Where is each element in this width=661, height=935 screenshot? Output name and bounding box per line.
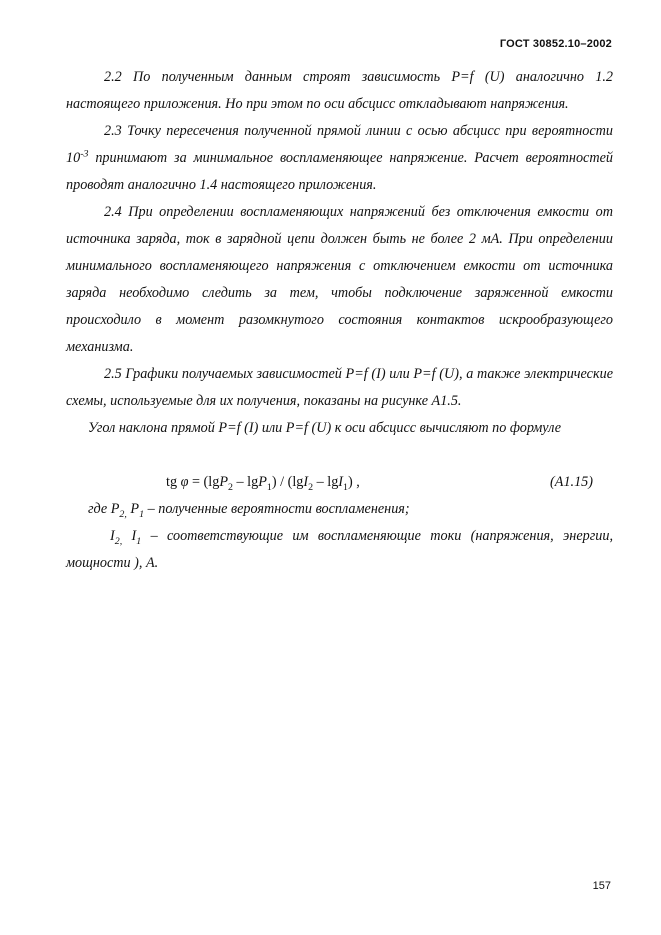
definition-p2-sub: 2, [119,508,127,520]
document-body [66,64,613,577]
paragraph-2-3-text-end: принимают за минимальное воспламеняющее напряжение. Расчет вероятностей проводят аналогично 1.4 настоящего приложения. [66,150,613,193]
definition-p1-sub: 1 [139,508,145,520]
page-number: 157 [592,880,611,892]
formula-eq: = (lg [188,474,220,490]
formula-p1-sub: 1 [266,481,272,493]
formula-p2: P [219,474,228,490]
definition-p2: P [110,501,120,517]
formula-mid: ) / (lg [271,474,304,490]
formula-i2-sub: 2 [308,481,314,493]
definition-i-text: – соответствующие им воспламеняющие токи (напряжения, энергии, мощности ), А. [66,528,613,571]
paragraph-2-3-text-start: 2.3 Точку пересечения полученной прямой линии с осью абсцисс при вероятности 10 [66,123,613,166]
paragraph-2-5: 2.5 Графики получаемых зависимостей P=f (I) или P=f (U), а также электрические схемы, используемые для их получения, показаны на рисунке А1.5. [66,366,613,409]
formula-a1-15 [66,469,613,496]
paragraph-2-3 [66,118,613,199]
formula-expression [166,469,360,496]
formula-p1: P [258,474,267,490]
definition-p [66,496,613,523]
formula-i1: I [338,474,344,490]
definition-i1: I [122,528,137,544]
angle-paragraph: Угол наклона прямой P=f (I) или P=f (U) к оси абсцисс вычисляют по формуле [88,420,562,436]
definition-p-text: – полученные вероятности воспламенения; [144,501,410,517]
paragraph-2-4: 2.4 При определении воспламеняющих напряжений без отключения емкости от источника заряда, ток в зарядной цепи должен быть не более 2 мА. При определении минимального воспламеняющего напряжения с отключением емкости от источника заряда необходимо следить за тем, чтобы подключение заряженной емкости происходило в момент разомкнутого состояния контактов искрообразующего механизма. [66,204,613,355]
definition-where: где [88,501,111,517]
formula-i2: I [303,474,309,490]
formula-i1-sub: 1 [343,481,348,493]
definition-i [66,523,613,577]
formula-tg: tg [166,474,178,490]
definition-i2-sub: 2, [114,535,123,547]
document-standard-header: ГОСТ 30852.10–2002 [499,38,612,50]
formula-minus1: – lg [232,474,259,490]
probability-exponent: -3 [80,148,89,160]
formula-end: ) , [348,474,360,490]
formula-minus2: – lg [313,474,339,490]
definition-i1-sub: 1 [136,535,142,547]
formula-number: (А1.15) [550,474,593,490]
formula-phi: φ [180,474,189,490]
definition-i2: I [110,528,115,544]
definition-p1: P [126,501,140,517]
paragraph-2-2: 2.2 По полученным данным строят зависимость P=f (U) аналогично 1.2 настоящего приложения. Но при этом по оси абсцисс откладывают напряжения. [66,69,613,112]
formula-p2-sub: 2 [227,481,233,493]
